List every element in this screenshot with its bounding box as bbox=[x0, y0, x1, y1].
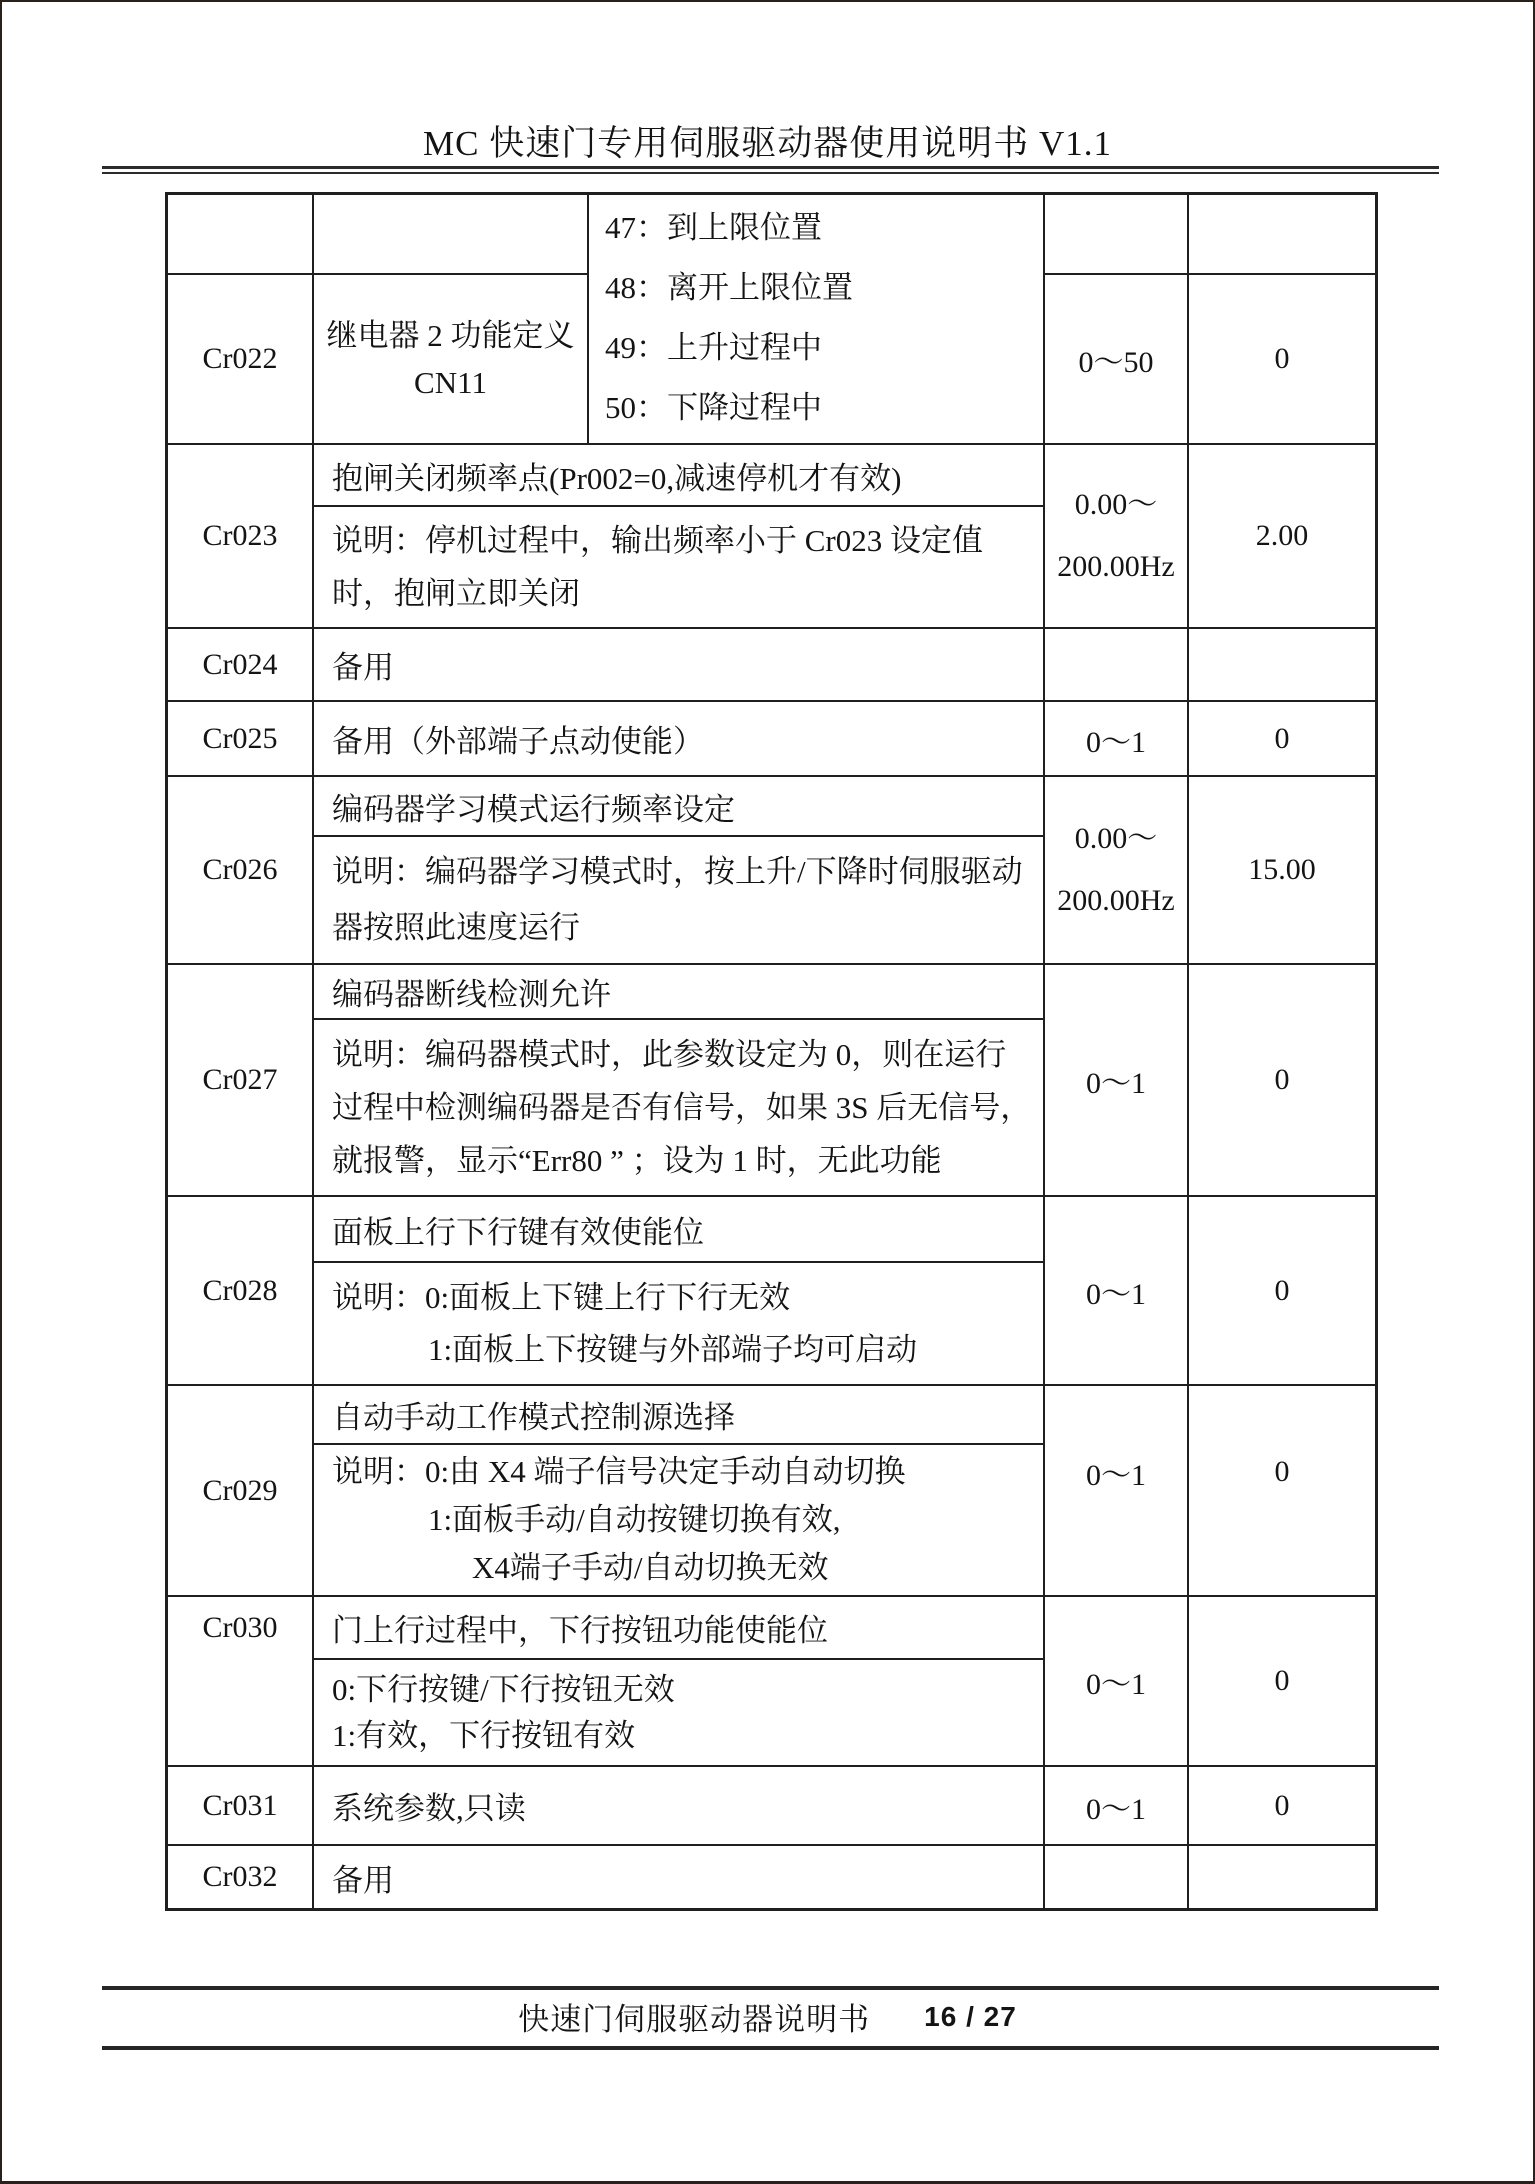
empty-cell bbox=[168, 195, 312, 273]
footer-rule-top bbox=[102, 1986, 1439, 1990]
param-code: Cr026 bbox=[202, 853, 278, 886]
param-code: Cr029 bbox=[202, 1473, 278, 1507]
desc-line: 说明：编码器学习模式时，按上升/下降时伺服驱动 bbox=[332, 854, 1023, 889]
desc-line: 说明：0:面板上下键上行下行无效 bbox=[332, 1279, 791, 1315]
param-title: 备用（外部端子点动使能） bbox=[332, 724, 704, 759]
param-title-cell bbox=[312, 629, 1043, 700]
param-row-cr024 bbox=[168, 627, 1375, 700]
header-rule bbox=[102, 166, 1439, 174]
desc-line: 说明：编码器模式时，此参数设定为 0，则在运行 bbox=[332, 1037, 1007, 1072]
range-cell: 0～1 bbox=[1043, 1767, 1187, 1844]
desc-line: 就报警，显示“Err80 ” ；设为 1 时，无此功能 bbox=[332, 1143, 942, 1178]
param-name-cell bbox=[312, 273, 587, 443]
range-cell: 0～1 bbox=[1043, 702, 1187, 775]
default-cell: 2.00 bbox=[1187, 445, 1375, 627]
desc-line: 0:下行按键/下行按钮无效 bbox=[332, 1671, 675, 1707]
desc-line: 说明：停机过程中，输出频率小于 Cr023 设定值 bbox=[332, 523, 983, 558]
param-code: Cr022 bbox=[168, 273, 312, 443]
range-cell: 0～1 bbox=[1043, 1597, 1187, 1765]
param-title-cell bbox=[312, 1846, 1043, 1908]
default-cell: 0 bbox=[1187, 1386, 1375, 1595]
default-cell: 0 bbox=[1187, 1597, 1375, 1765]
range-cell bbox=[1043, 777, 1187, 963]
param-code: Cr031 bbox=[202, 1788, 278, 1822]
param-code: Cr025 bbox=[202, 721, 278, 755]
param-name-line: CN11 bbox=[414, 365, 487, 400]
param-row-cr032 bbox=[168, 1844, 1375, 1908]
empty-cell bbox=[1043, 195, 1187, 273]
option-line: 47：到上限位置 bbox=[605, 210, 822, 245]
param-code: Cr024 bbox=[202, 647, 278, 681]
param-code: Cr023 bbox=[202, 519, 278, 552]
param-desc-cell bbox=[312, 1443, 1043, 1595]
param-row-cr029 bbox=[168, 1384, 1375, 1595]
footer-doc-name: 快速门伺服驱动器说明书 bbox=[518, 2002, 871, 2037]
param-row-cr023 bbox=[168, 443, 1375, 627]
param-title: 编码器学习模式运行频率设定 bbox=[332, 791, 735, 827]
footer-page-number: 16 / 27 bbox=[924, 2000, 1017, 2032]
default-cell: 15.00 bbox=[1187, 777, 1375, 963]
param-desc-cell bbox=[312, 1018, 1043, 1195]
param-row-cr025 bbox=[168, 700, 1375, 775]
range-line: 200.00Hz bbox=[1057, 550, 1175, 583]
param-title-cell bbox=[312, 965, 1043, 1018]
param-row-cr028 bbox=[168, 1195, 1375, 1384]
param-desc-cell bbox=[312, 835, 1043, 963]
range-line: 200.00Hz bbox=[1057, 884, 1175, 917]
param-row-cr027 bbox=[168, 963, 1375, 1195]
param-title-cell bbox=[312, 1197, 1043, 1261]
param-row-cr030 bbox=[168, 1595, 1375, 1765]
range-cell: 0～1 bbox=[1043, 1197, 1187, 1384]
option-line: 49：上升过程中 bbox=[605, 330, 822, 365]
param-code: Cr030 bbox=[202, 1611, 278, 1644]
default-cell: 0 bbox=[1187, 273, 1375, 443]
range-cell bbox=[1043, 1846, 1187, 1908]
range-line: 0.00～ bbox=[1074, 488, 1158, 521]
param-title: 门上行过程中，下行按钮功能使能位 bbox=[332, 1613, 828, 1648]
param-title-cell bbox=[312, 1597, 1043, 1658]
option-line: 50：下降过程中 bbox=[605, 390, 822, 425]
desc-line: 1:面板上下按键与外部端子均可启动 bbox=[428, 1331, 918, 1367]
empty-cell bbox=[312, 195, 587, 273]
param-desc-cell bbox=[312, 505, 1043, 627]
param-name-line: 继电器 2 功能定义 bbox=[326, 318, 575, 353]
default-cell: 0 bbox=[1187, 1197, 1375, 1384]
param-title: 抱闸关闭频率点(Pr002=0,减速停机才有效) bbox=[332, 460, 902, 496]
param-row-cr026 bbox=[168, 775, 1375, 963]
param-desc-cell bbox=[312, 1658, 1043, 1765]
param-desc-cell bbox=[312, 1261, 1043, 1384]
desc-line: X4端子手动/自动切换无效 bbox=[472, 1550, 829, 1585]
param-title: 备用 bbox=[332, 1862, 394, 1898]
range-cell: 0～1 bbox=[1043, 965, 1187, 1195]
param-title-cell bbox=[312, 1767, 1043, 1844]
default-cell: 0 bbox=[1187, 1767, 1375, 1844]
parameter-table bbox=[165, 192, 1378, 1911]
relay2-options-cell bbox=[587, 195, 1043, 443]
param-code: Cr028 bbox=[202, 1273, 278, 1307]
param-title-cell bbox=[312, 1386, 1043, 1443]
param-title-cell bbox=[312, 702, 1043, 775]
footer-rule-bottom bbox=[102, 2046, 1439, 2050]
param-row-cr022 bbox=[168, 195, 1375, 443]
param-title: 编码器断线检测允许 bbox=[332, 977, 611, 1012]
param-code: Cr027 bbox=[202, 1063, 278, 1096]
desc-line: 器按照此速度运行 bbox=[332, 910, 580, 945]
param-row-cr031 bbox=[168, 1765, 1375, 1844]
range-cell: 0～50 bbox=[1043, 273, 1187, 443]
default-cell bbox=[1187, 1846, 1375, 1908]
empty-cell bbox=[1187, 195, 1375, 273]
page-title: MC 快速门专用伺服驱动器使用说明书 V1.1 bbox=[423, 124, 1112, 163]
range-cell bbox=[1043, 445, 1187, 627]
desc-line: 1:面板手动/自动按键切换有效, bbox=[428, 1502, 841, 1537]
param-title: 面板上行下行键有效使能位 bbox=[332, 1214, 704, 1250]
desc-line: 1:有效，下行按钮有效 bbox=[332, 1717, 636, 1753]
param-title-cell bbox=[312, 777, 1043, 835]
desc-line: 时，抱闸立即关闭 bbox=[332, 576, 580, 611]
default-cell: 0 bbox=[1187, 702, 1375, 775]
default-cell: 0 bbox=[1187, 965, 1375, 1195]
param-title: 自动手动工作模式控制源选择 bbox=[332, 1400, 735, 1435]
range-cell: 0～1 bbox=[1043, 1386, 1187, 1595]
param-code: Cr032 bbox=[202, 1860, 278, 1893]
desc-line: 说明：0:由 X4 端子信号决定手动自动切换 bbox=[332, 1454, 906, 1489]
range-line: 0.00～ bbox=[1074, 822, 1158, 855]
default-cell bbox=[1187, 629, 1375, 700]
option-line: 48：离开上限位置 bbox=[605, 270, 853, 305]
param-title: 备用 bbox=[332, 650, 394, 685]
desc-line: 过程中检测编码器是否有信号，如果 3S 后无信号， bbox=[332, 1090, 1032, 1125]
footer bbox=[2, 1994, 1533, 2039]
range-cell bbox=[1043, 629, 1187, 700]
param-title-cell bbox=[312, 445, 1043, 505]
param-title: 系统参数,只读 bbox=[332, 1791, 526, 1826]
